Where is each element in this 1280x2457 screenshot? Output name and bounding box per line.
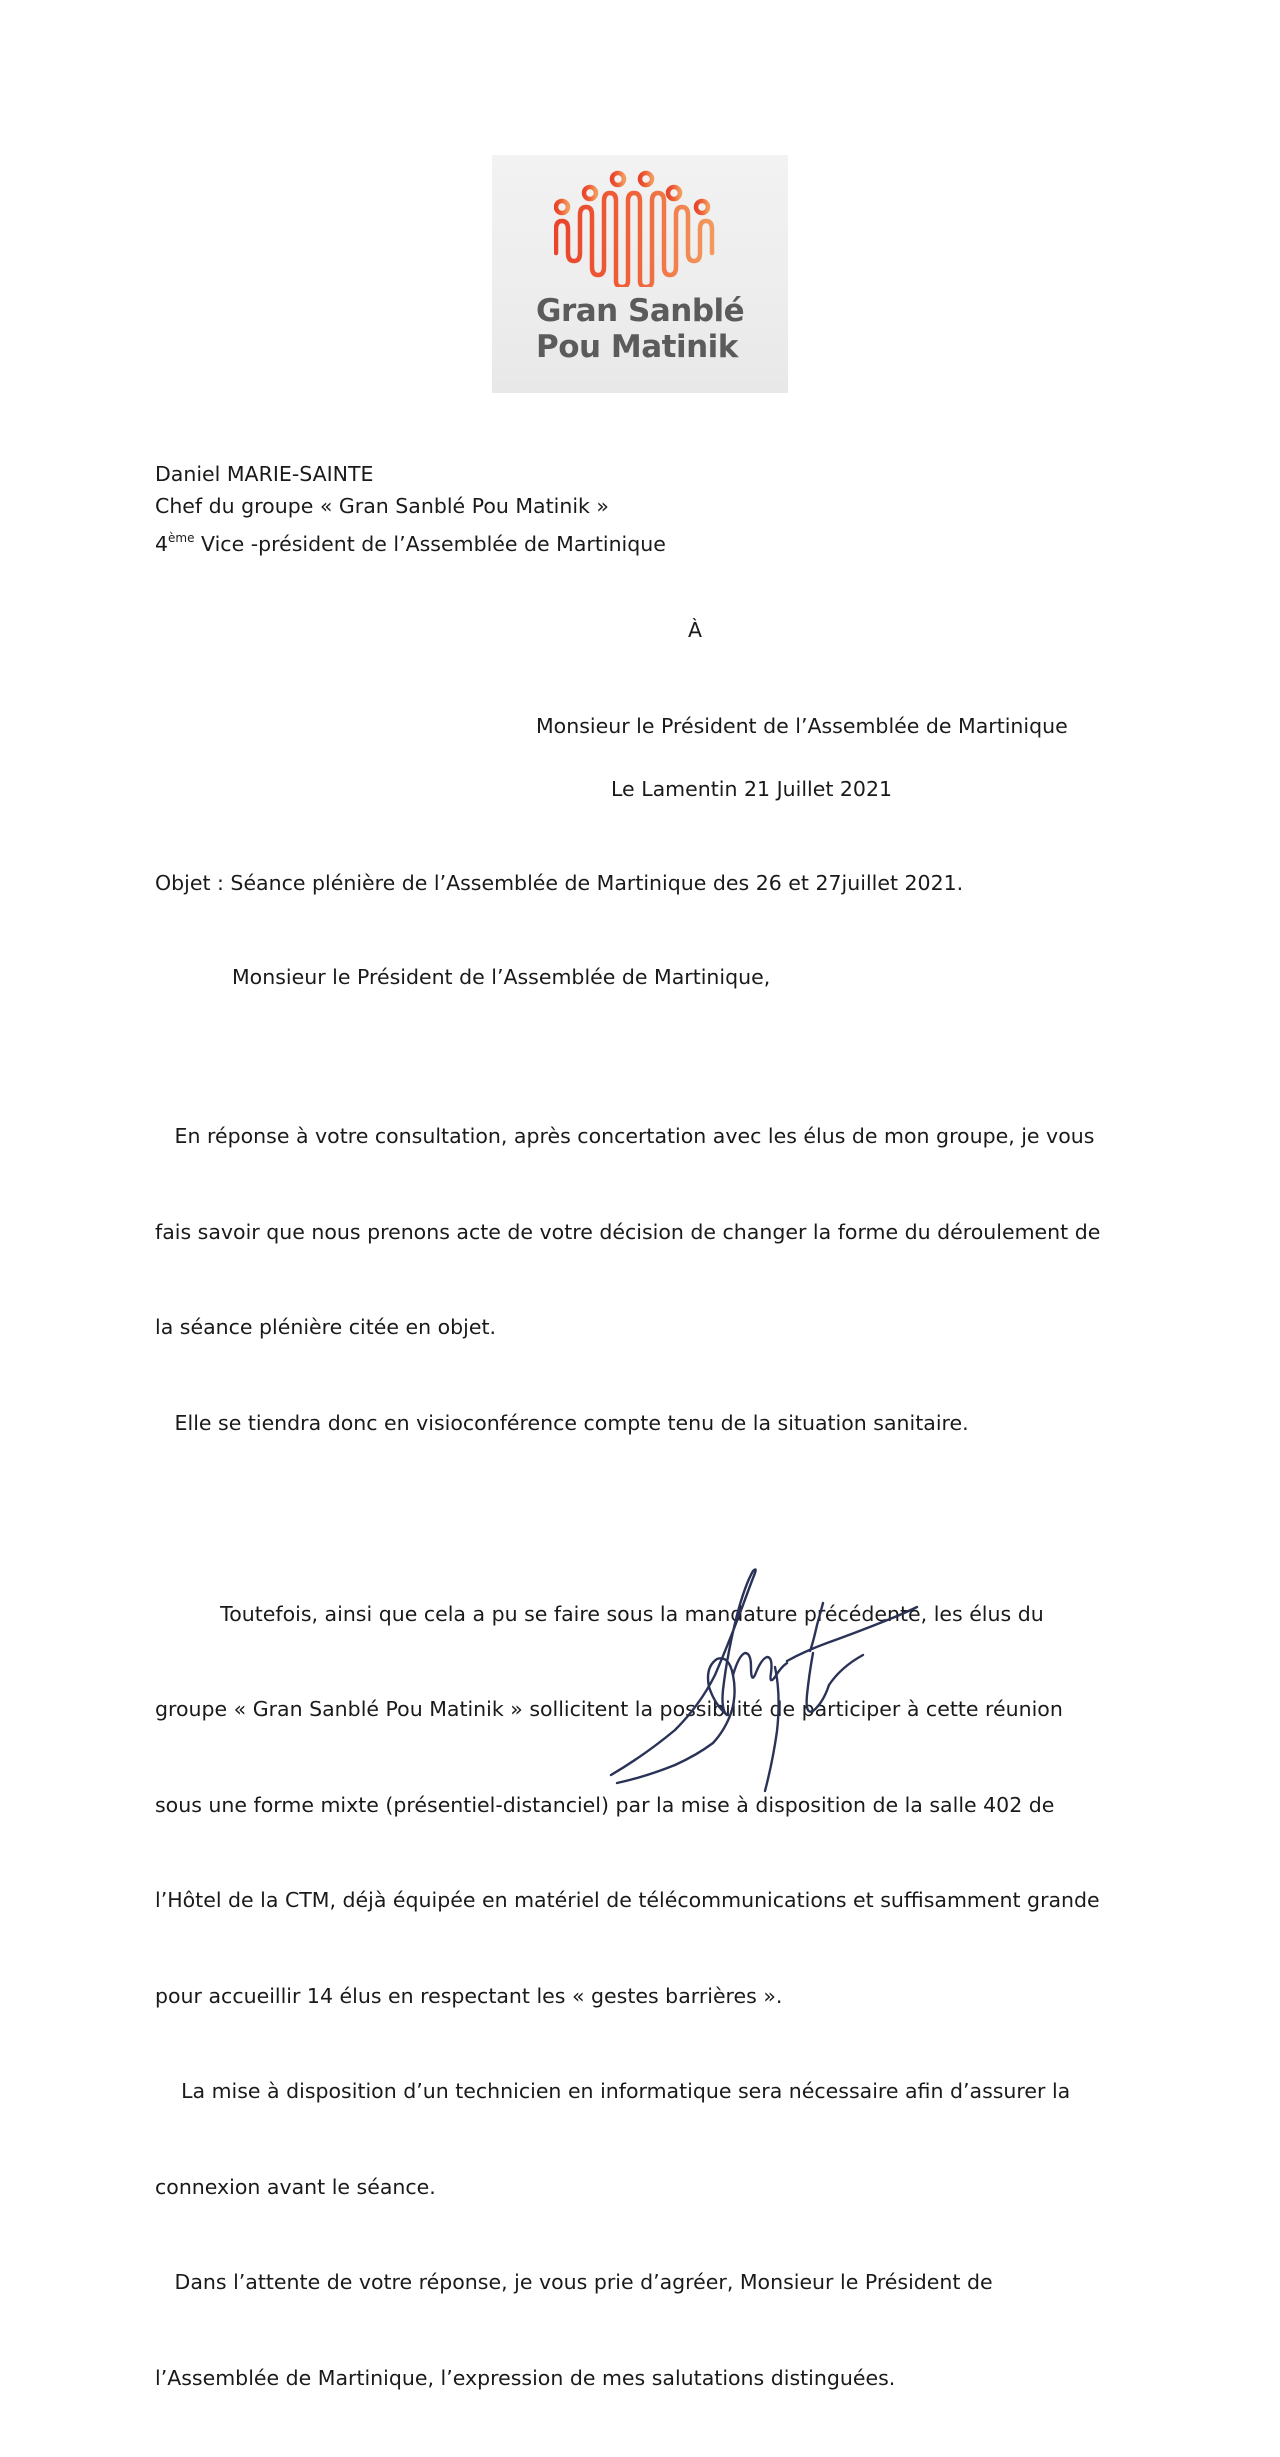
logo-line-1: Gran Sanblé <box>536 293 745 329</box>
sender-role-rest: Vice -président de l’Assemblée de Martinique <box>194 532 666 556</box>
letter-object: Objet : Séance plénière de l’Assemblée de Martinique des 26 et 27juillet 2021. <box>155 871 964 895</box>
body-line: Elle se tiendra donc en visioconférence compte tenu de la situation sanitaire. <box>155 1410 969 1435</box>
people-logo-icon <box>554 169 726 287</box>
body-line: La mise à disposition d’un technicien en informatique sera nécessaire afin d’assurer la <box>155 2079 1071 2103</box>
body-line: la séance plénière citée en objet. <box>155 1315 497 1339</box>
sender-role-superscript: ème <box>168 531 195 545</box>
body-line: l’Assemblée de Martinique, l’expression de mes salutations distinguées. <box>155 2365 896 2390</box>
sender-role-number: 4 <box>155 532 169 556</box>
to-label: À <box>688 618 703 642</box>
body-line: pour accueillir 14 élus en respectant les « gestes barrières ». <box>155 1983 783 2008</box>
letter-date: Le Lamentin 21 Juillet 2021 <box>611 777 893 801</box>
group-logo <box>492 155 788 393</box>
body-line: l’Hôtel de la CTM, déjà équipée en matériel de télécommunications et suffisamment grande <box>155 1888 1100 1912</box>
sender-block <box>155 458 666 554</box>
handwritten-signature <box>605 1555 935 1795</box>
salutation: Monsieur le Président de l’Assemblée de Martinique, <box>232 965 771 989</box>
body-line: connexion avant le séance. <box>155 2174 436 2199</box>
body-line: Toutefois, ainsi que cela a pu se faire sous la mandature précédente, les élus du <box>155 1601 1044 1626</box>
body-line: fais savoir que nous prenons acte de votre décision de changer la forme du déroulement de <box>155 1219 1101 1244</box>
logo-line-2: Pou Matinik <box>536 329 738 365</box>
paragraph-gap <box>155 1502 1125 1534</box>
sender-role <box>155 522 666 554</box>
recipient: Monsieur le Président de l’Assemblée de Martinique <box>536 714 1068 738</box>
logo-wordmark <box>536 293 776 365</box>
body-line: En réponse à votre consultation, après concertation avec les élus de mon groupe, je vous <box>155 1124 1095 1148</box>
body-line: groupe « Gran Sanblé Pou Matinik » sollicitent la possibilité de participer à cette réunion <box>155 1697 1063 1721</box>
body-line: Dans l’attente de votre réponse, je vous prie d’agréer, Monsieur le Président de <box>155 2270 993 2294</box>
sender-group: Chef du groupe « Gran Sanblé Pou Matinik » <box>155 494 609 518</box>
sender-name: Daniel MARIE-SAINTE <box>155 462 374 486</box>
body-line: sous une forme mixte (présentiel-distanciel) par la mise à disposition de la salle 402 de <box>155 1792 1055 1817</box>
